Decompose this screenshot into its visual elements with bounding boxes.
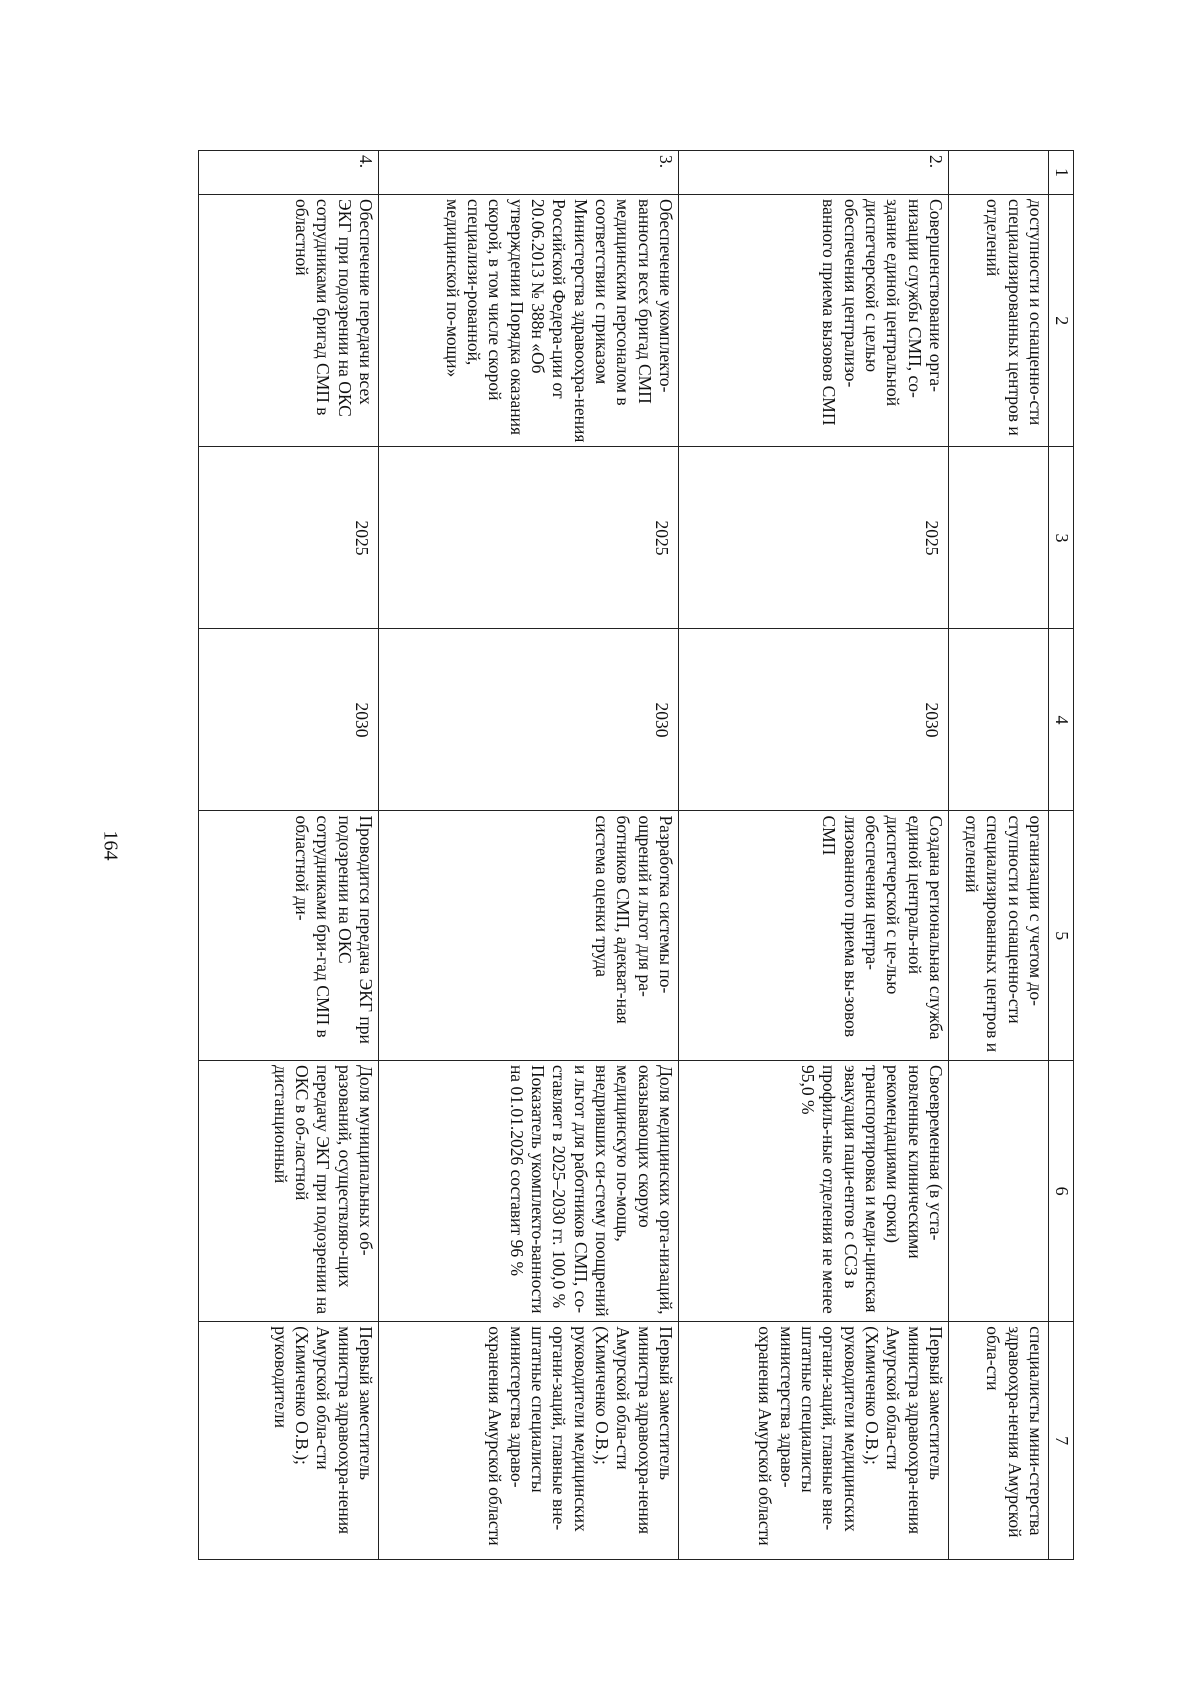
- responsible-cell: Первый заместитель министра здравоохра-нения Амурской обла-сти (Химиченко О.В.); руководители медицинских органи-заций, главные вне-штатные специалисты министерства здраво-охранения Амурской области: [379, 1322, 679, 1560]
- header-col-6: 6: [1049, 1060, 1074, 1321]
- responsible-cell: Первый заместитель министра здравоохра-нения Амурской обла-сти (Химиченко О.В.); руководители: [199, 1322, 379, 1560]
- header-col-2: 2: [1049, 195, 1074, 447]
- start-year-cell: 2025: [379, 447, 679, 629]
- header-col-5: 5: [1049, 811, 1074, 1061]
- measure-cell: Обеспечение укомплекто-ванности всех бригад СМП медицинским персоналом в соответствии с приказом Министерства здравоохра-нения Российской Федера-ции от 20.06.2013 № 388н «Об утверждении Порядка оказания скорой, в том числе скорой специализи-рованной, медицинской по-мощи»: [379, 195, 679, 447]
- rotated-table-container: [200, 150, 1074, 1560]
- header-col-1: 1: [1049, 151, 1074, 195]
- measures-table: [198, 150, 1074, 1560]
- responsible-cell: Первый заместитель министра здравоохра-нения Амурской обла-сти (Химиченко О.В.); руководители медицинских органи-заций, главные вне-штатные специалисты министерства здраво-охранения Амурской области: [679, 1322, 949, 1560]
- indicator-cell: Своевременная (в уста-новленные клиническими рекомендациями сроки) транспортировка и меди-цинская эвакуация паци-ентов с ССЗ в профиль-ные отделения не менее 95,0 %: [679, 1060, 949, 1321]
- table-row: [379, 151, 679, 1560]
- start-year-cell: [949, 447, 1049, 629]
- indicator-cell: Доля медицинских орга-низаций, оказывающих скорую медицинскую по-мощь, внедривших си-стему поощрений и льгот для работников СМП, со-ставляет в 2025–2030 гг. 100,0 % Показатель укомплекто-ванности на 01.01.2026 составит 96 %: [379, 1060, 679, 1321]
- table-row: [949, 151, 1049, 1560]
- result-cell: Разработка системы по-ощрений и льгот для ра-ботников СМП, адекват-ная система оценки труда: [379, 811, 679, 1061]
- indicator-cell: [949, 1060, 1049, 1321]
- end-year-cell: 2030: [379, 629, 679, 811]
- end-year-cell: [949, 629, 1049, 811]
- result-cell: Создана региональная служба единой централь-ной диспетчерской с це-лью обеспечения центра-лизованного приема вы-зовов СМП: [679, 811, 949, 1061]
- header-col-4: 4: [1049, 629, 1074, 811]
- end-year-cell: 2030: [679, 629, 949, 811]
- measure-cell: доступности и оснащенно-сти специализированных центров и отделений: [949, 195, 1049, 447]
- page-number: 164: [99, 830, 122, 861]
- row-number: 3.: [379, 151, 679, 195]
- measure-cell: Совершенствование орга-низации службы СМП, со-здание единой центральной диспетчерской с целью обеспечения централизо-ванного приема вызовов СМП: [679, 195, 949, 447]
- header-row: [1049, 151, 1074, 1560]
- row-number: 4.: [199, 151, 379, 195]
- header-col-7: 7: [1049, 1322, 1074, 1560]
- measure-cell: Обеспечение передачи всех ЭКГ при подозрении на ОКС сотрудниками бригад СМП в областной: [199, 195, 379, 447]
- start-year-cell: 2025: [199, 447, 379, 629]
- start-year-cell: 2025: [679, 447, 949, 629]
- result-cell: Проводится передача ЭКГ при подозрении на ОКС сотрудниками бри-гад СМП в областной ди-: [199, 811, 379, 1061]
- header-col-3: 3: [1049, 447, 1074, 629]
- table-row: [199, 151, 379, 1560]
- row-number: 2.: [679, 151, 949, 195]
- end-year-cell: 2030: [199, 629, 379, 811]
- result-cell: организации с учетом до-ступности и оснащенно-сти специализированных центров и отделений: [949, 811, 1049, 1061]
- responsible-cell: специалисты мини-стерства здравоохра-нения Амурской обла-сти: [949, 1322, 1049, 1560]
- row-number: [949, 151, 1049, 195]
- table-row: [679, 151, 949, 1560]
- indicator-cell: Доля муниципальных об-разований, осуществляю-щих передачу ЭКГ при подозрении на ОКС в об-ластной дистанционный: [199, 1060, 379, 1321]
